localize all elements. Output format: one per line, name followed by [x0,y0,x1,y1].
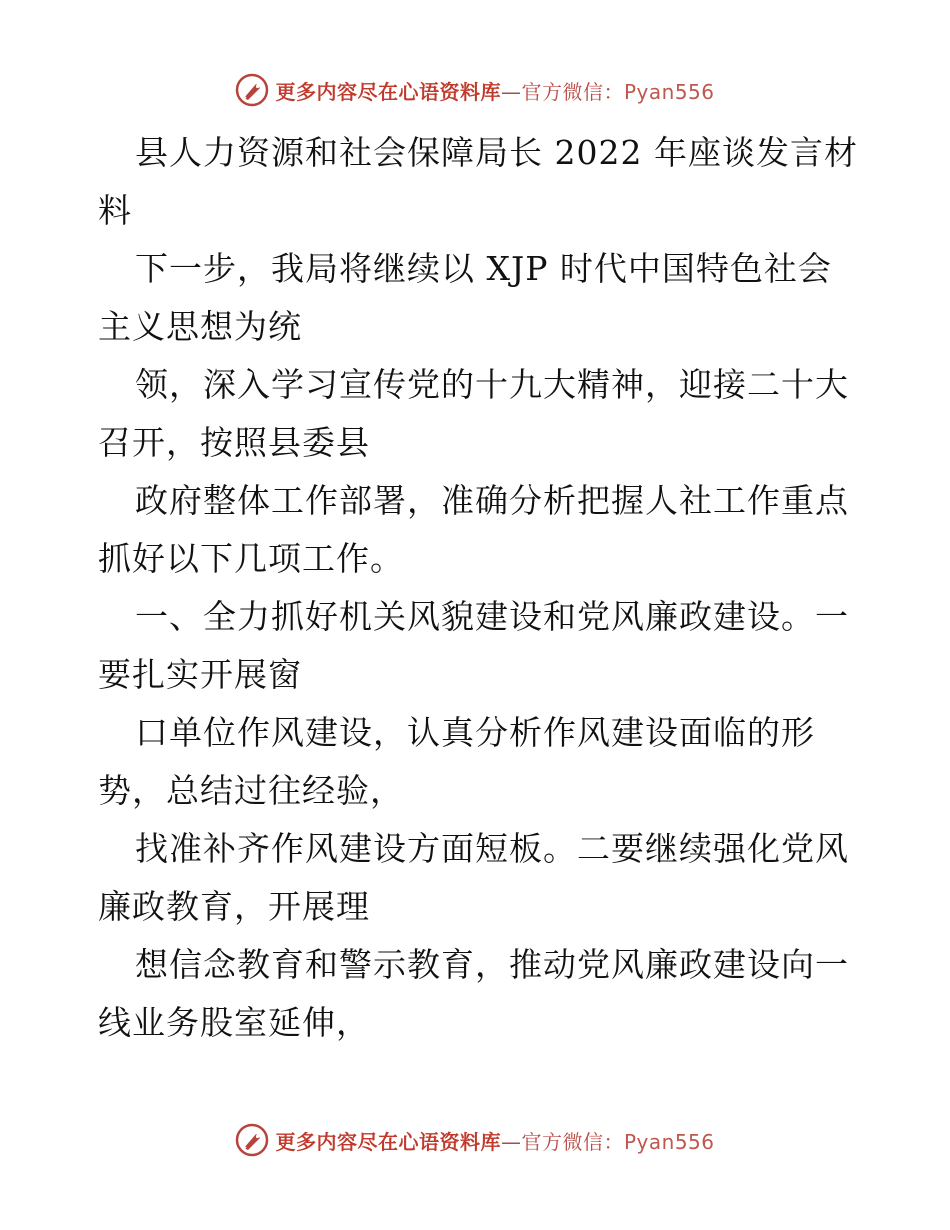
pen-nib-logo-icon [235,73,269,107]
watermark-label: 更多内容尽在心语资料库 [275,79,501,104]
header-watermark [0,70,950,110]
paragraph: 下一步，我局将继续以 XJP 时代中国特色社会主义思想为统 [98,249,832,346]
watermark-wechat-id: Pyan556 [623,79,715,104]
watermark-text [275,1126,714,1155]
document-body [98,124,858,1052]
watermark-dash: — [500,79,522,104]
watermark-label: 更多内容尽在心语资料库 [275,1129,501,1154]
paragraph: 找准补齐作风建设方面短板。二要继续强化党风廉政教育，开展理 [98,829,849,926]
paragraph: 县人力资源和社会保障局长 2022 年座谈发言材料 [98,133,858,230]
paragraph: 口单位作风建设，认真分析作风建设面临的形势，总结过往经验， [98,713,815,810]
paragraph: 想信念教育和警示教育，推动党风廉政建设向一线业务股室延伸， [98,945,849,1042]
watermark-text [275,76,714,105]
watermark-wechat-label: 官方微信： [521,1129,624,1154]
pen-nib-logo-icon [235,1123,269,1157]
paragraph: 政府整体工作部署，准确分析把握人社工作重点抓好以下几项工作。 [98,481,849,578]
paragraph: 领，深入学习宣传党的十九大精神，迎接二十大召开，按照县委县 [98,365,849,462]
watermark-wechat-label: 官方微信： [521,79,624,104]
footer-watermark [0,1120,950,1160]
paragraph: 一、全力抓好机关风貌建设和党风廉政建设。一要扎实开展窗 [98,597,849,694]
watermark-dash: — [500,1129,522,1154]
watermark-wechat-id: Pyan556 [623,1129,715,1154]
